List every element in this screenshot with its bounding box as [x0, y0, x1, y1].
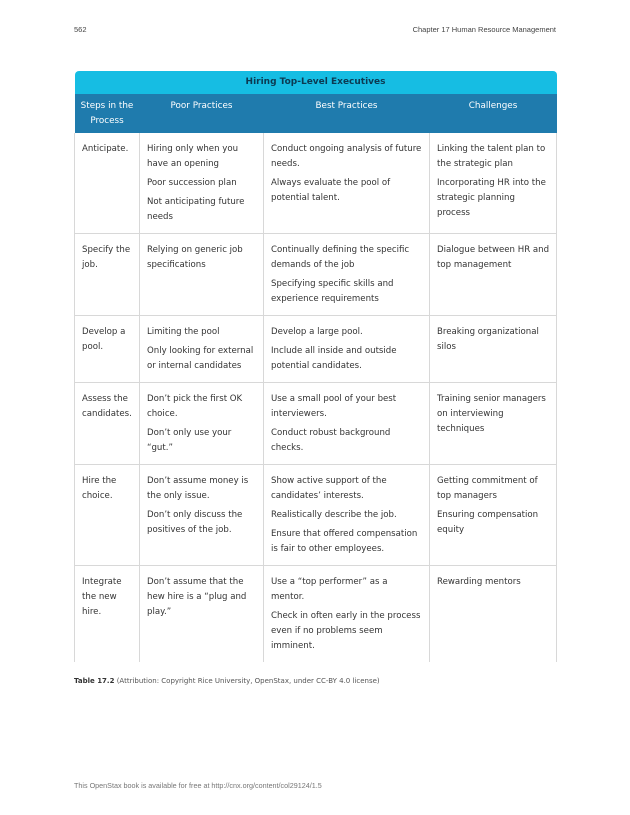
step-cell: Hire the choice.: [75, 465, 140, 566]
best-practices-cell: [264, 566, 430, 663]
poor-practice: Don’t assume money is the only issue.: [147, 476, 249, 501]
page-footer: This OpenStax book is available for free at http://cnx.org/content/col29124/1.5: [74, 781, 322, 790]
challenges-cell: [430, 383, 557, 465]
challenge: Incorporating HR into the strategic planning process: [437, 178, 546, 218]
poor-practice: Don’t only use your “gut.”: [147, 428, 232, 453]
best-practice: Realistically describe the job.: [271, 510, 397, 520]
challenges-cell: [430, 133, 557, 234]
table-row: [75, 383, 557, 465]
poor-practice: Not anticipating future needs: [147, 197, 245, 222]
table-row: [75, 566, 557, 663]
best-practices-cell: [264, 316, 430, 383]
best-practice: Conduct ongoing analysis of future needs.: [271, 144, 422, 169]
best-practices-cell: [264, 383, 430, 465]
table-row: [75, 234, 557, 316]
step-cell: Specify the job.: [75, 234, 140, 316]
challenge: Linking the talent plan to the strategic plan: [437, 144, 546, 169]
caption-label: Table 17.2: [74, 677, 115, 685]
best-practice: Include all inside and outside potential candidates.: [271, 346, 397, 371]
poor-practice: Only looking for external or internal candidates: [147, 346, 254, 371]
running-head: Chapter 17 Human Resource Management: [412, 25, 556, 34]
challenges-cell: [430, 316, 557, 383]
challenge: Breaking organizational silos: [437, 327, 539, 352]
column-header-row: [75, 94, 557, 133]
best-practice: Ensure that offered compensation is fair to other employees.: [271, 529, 418, 554]
poor-practice: Poor succession plan: [147, 178, 237, 188]
best-practices-cell: [264, 234, 430, 316]
table-caption: [74, 677, 380, 685]
poor-practices-cell: [140, 383, 264, 465]
best-practice: Develop a large pool.: [271, 327, 363, 337]
column-header-best-practices: Best Practices: [264, 94, 430, 133]
best-practice: Use a small pool of your best interviewers.: [271, 394, 397, 419]
hiring-table: [74, 71, 557, 662]
step-cell: Integrate the new hire.: [75, 566, 140, 663]
best-practices-cell: [264, 465, 430, 566]
caption-attribution: (Attribution: Copyright Rice University, OpenStax, under CC-BY 4.0 license): [116, 677, 380, 685]
step-cell: Anticipate.: [75, 133, 140, 234]
poor-practice: Hiring only when you have an opening: [147, 144, 239, 169]
challenge: Training senior managers on interviewing techniques: [437, 394, 546, 434]
best-practice: Use a “top performer” as a mentor.: [271, 577, 388, 602]
hiring-table-container: [74, 71, 556, 662]
table-title: Hiring Top-Level Executives: [75, 71, 557, 94]
poor-practices-cell: [140, 133, 264, 234]
table-row: [75, 133, 557, 234]
table-row: [75, 316, 557, 383]
poor-practice: Don’t assume that the hew hire is a “plug and play.”: [147, 577, 247, 617]
poor-practices-cell: [140, 316, 264, 383]
challenge: Getting commitment of top managers: [437, 476, 538, 501]
challenges-cell: [430, 465, 557, 566]
step-cell: Assess the candidates.: [75, 383, 140, 465]
page-number: 562: [74, 25, 87, 34]
poor-practice: Relying on generic job specifications: [147, 245, 243, 270]
poor-practices-cell: [140, 566, 264, 663]
best-practice: Show active support of the candidates’ interests.: [271, 476, 387, 501]
best-practices-cell: [264, 133, 430, 234]
challenge: Rewarding mentors: [437, 577, 521, 587]
poor-practice: Don’t only discuss the positives of the job.: [147, 510, 243, 535]
step-cell: Develop a pool.: [75, 316, 140, 383]
column-header-challenges: Challenges: [430, 94, 557, 133]
poor-practice: Don’t pick the first OK choice.: [147, 394, 243, 419]
poor-practice: Limiting the pool: [147, 327, 220, 337]
challenges-cell: [430, 234, 557, 316]
best-practice: Always evaluate the pool of potential talent.: [271, 178, 391, 203]
poor-practices-cell: [140, 465, 264, 566]
column-header-poor-practices: Poor Practices: [140, 94, 264, 133]
challenge: Dialogue between HR and top management: [437, 245, 550, 270]
column-header-steps: Steps in the Process: [75, 94, 140, 133]
best-practice: Check in often early in the process even if no problems seem imminent.: [271, 611, 421, 651]
challenge: Ensuring compensation equity: [437, 510, 539, 535]
table-row: [75, 465, 557, 566]
best-practice: Conduct robust background checks.: [271, 428, 391, 453]
best-practice: Continually defining the specific demands of the job: [271, 245, 410, 270]
best-practice: Specifying specific skills and experience requirements: [271, 279, 394, 304]
challenges-cell: [430, 566, 557, 663]
poor-practices-cell: [140, 234, 264, 316]
